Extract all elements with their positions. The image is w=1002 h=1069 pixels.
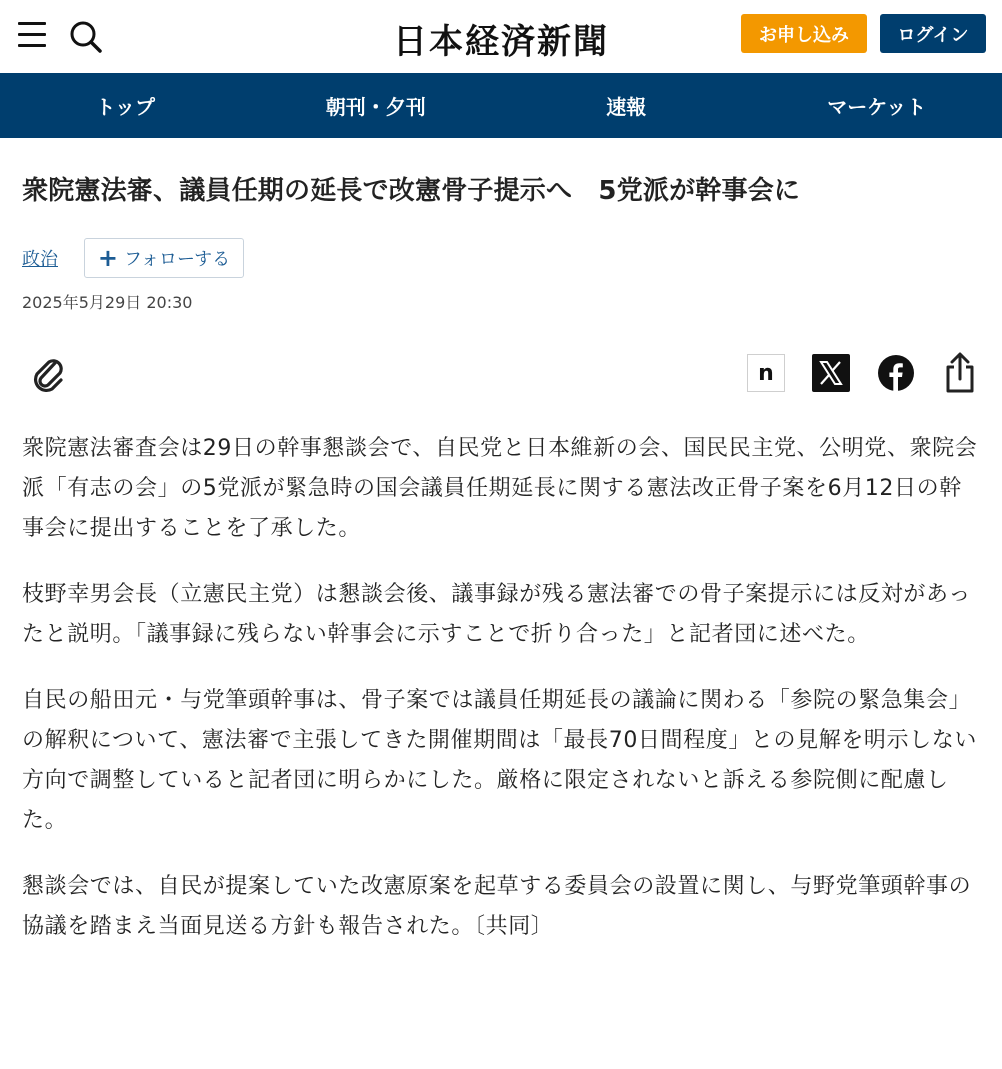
share-toolbar	[22, 351, 980, 395]
follow-label: フォローする	[123, 249, 231, 270]
publish-date: 2025年5月29日 20:30	[22, 293, 193, 312]
nav-item-breaking[interactable]: 速報	[606, 95, 647, 119]
article-body	[22, 429, 980, 947]
plus-icon: +	[97, 244, 118, 272]
article-paragraph: 懇談会では、自民が提案していた改憲原案を起草する委員会の設置に関し、与野党筆頭幹事の協議を踏まえ当面見送る方針も報告された。〔共同〕	[22, 874, 972, 939]
paperclip-icon[interactable]	[28, 351, 68, 395]
site-logo[interactable]: 日本経済新聞	[393, 22, 609, 62]
apply-button[interactable]: お申し込み	[741, 14, 867, 53]
article-meta	[22, 238, 980, 278]
main-nav	[0, 73, 1002, 138]
facebook-icon[interactable]	[877, 354, 915, 392]
share-icon[interactable]	[942, 351, 978, 395]
nav-item-morning-evening[interactable]: 朝刊・夕刊	[325, 95, 426, 119]
article-paragraph: 自民の船田元・与党筆頭幹事は、骨子案では議員任期延長の議論に関わる「参院の緊急集会」の解釈について、憲法審で主張してきた開催期間は「最長70日間程度」との見解を明示しない方向で調整していると記者団に明らかにした。厳格に限定されないと訴える参院側に配慮した。	[22, 688, 977, 833]
article-headline: 衆院憲法審、議員任期の延長で改憲骨子提示へ 5党派が幹事会に	[22, 176, 801, 206]
site-header	[0, 0, 1002, 73]
nav-item-market[interactable]: マーケット	[827, 95, 927, 119]
article-paragraph: 枝野幸男会長（立憲民主党）は懇談会後、議事録が残る憲法審での骨子案提示には反対があったと説明。「議事録に残らない幹事会に示すことで折り合った」と記者団に述べた。	[22, 582, 971, 647]
follow-button[interactable]	[84, 238, 244, 278]
nav-item-top[interactable]: トップ	[95, 95, 155, 119]
login-button[interactable]: ログイン	[880, 14, 986, 53]
category-link[interactable]: 政治	[22, 249, 58, 270]
note-icon[interactable]: n	[747, 354, 785, 392]
x-icon[interactable]	[812, 354, 850, 392]
article-paragraph: 衆院憲法審査会は29日の幹事懇談会で、自民党と日本維新の会、国民民主党、公明党、衆院会派「有志の会」の5党派が緊急時の国会議員任期延長に関する憲法改正骨子案を6月12日の幹事会に提出することを了承した。	[22, 436, 978, 541]
article-container	[0, 172, 1002, 947]
